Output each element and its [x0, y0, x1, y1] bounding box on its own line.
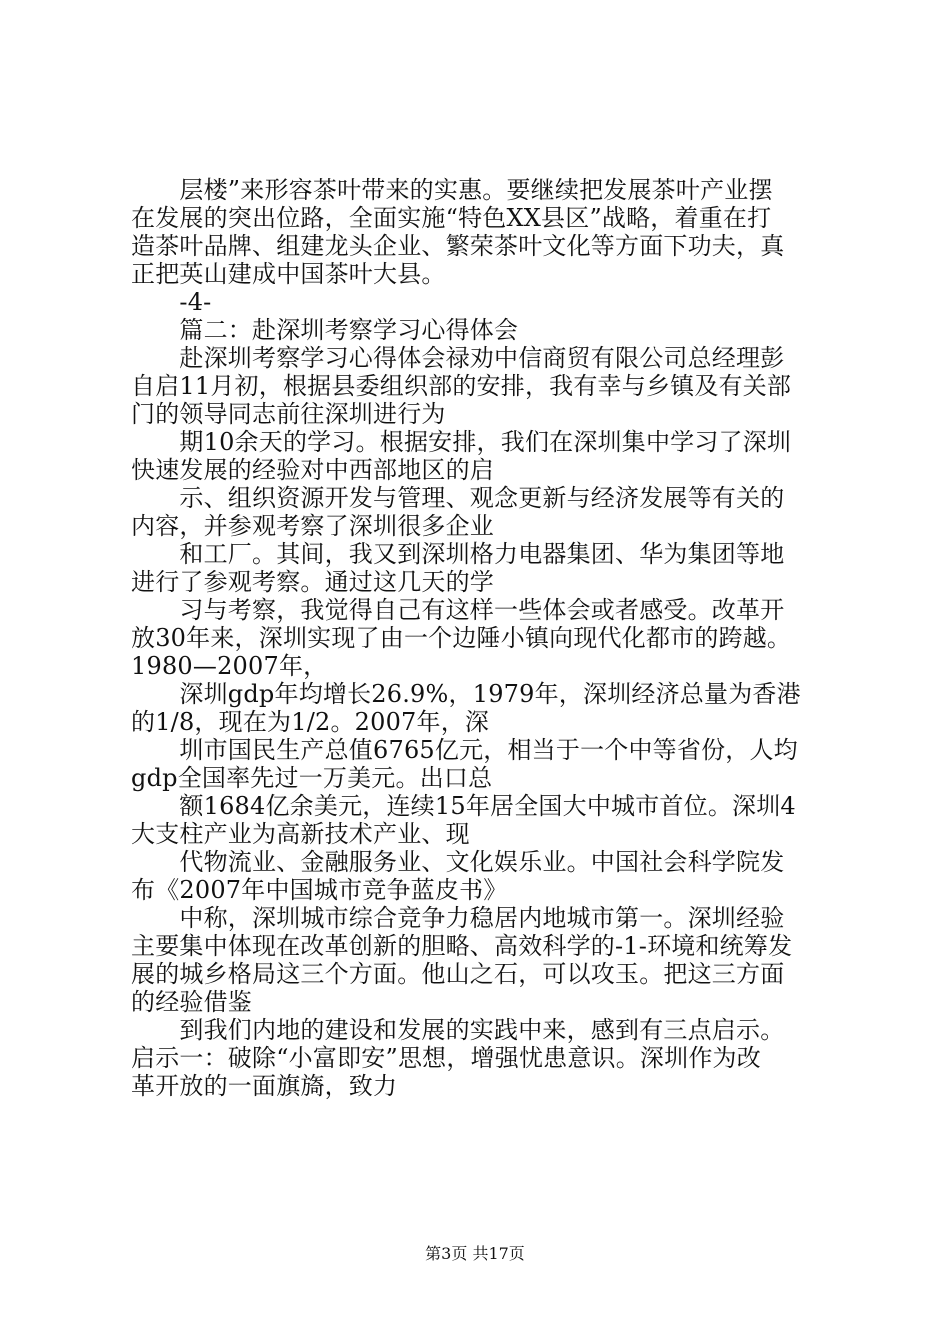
- text-line: 中称，深圳城市综合竞争力稳居内地城市第一。深圳经验: [131, 904, 785, 932]
- text-line: 放30年来，深圳实现了由一个边陲小镇向现代化都市的跨越。: [131, 624, 792, 652]
- text-line: 的经验借鉴: [131, 988, 252, 1016]
- page-marker-line: -4-: [131, 288, 212, 316]
- text-line: 的1/8，现在为1/2。2007年，深: [131, 708, 490, 736]
- text-line: 快速发展的经验对中西部地区的启: [131, 456, 494, 484]
- text-line: 正把英山建成中国茶叶大县。: [131, 260, 446, 288]
- text-line: 主要集中体现在改革创新的胆略、高效科学的-1-环境和统筹发: [131, 932, 793, 960]
- text-line: 期10余天的学习。根据安排，我们在深圳集中学习了深圳: [131, 428, 792, 456]
- text-line: 习与考察，我觉得自己有这样一些体会或者感受。改革开: [131, 596, 785, 624]
- text-line: 深圳gdp年均增长26.9%，1979年，深圳经济总量为香港: [131, 680, 801, 708]
- page-footer: 第3页 共17页: [425, 1244, 525, 1263]
- text-line: 自启11月初，根据县委组织部的安排，我有幸与乡镇及有关部: [131, 372, 792, 400]
- text-line: 层楼”来形容茶叶带来的实惠。要继续把发展茶叶产业摆: [131, 176, 773, 204]
- text-line: 门的领导同志前往深圳进行为: [131, 400, 446, 428]
- text-line: 和工厂。其间，我又到深圳格力电器集团、华为集团等地: [131, 540, 785, 568]
- text-line: 额1684亿余美元，连续15年居全国大中城市首位。深圳4: [131, 792, 796, 820]
- text-line: 革开放的一面旗旖，致力: [131, 1072, 398, 1100]
- text-line: 示、组织资源开发与管理、观念更新与经济发展等有关的: [131, 484, 785, 512]
- text-line: 代物流业、金融服务业、文化娱乐业。中国社会科学院发: [131, 848, 785, 876]
- text-line: 大支柱产业为高新技术产业、现: [131, 820, 470, 848]
- text-line: 展的城乡格局这三个方面。他山之石，可以攻玉。把这三方面: [131, 960, 785, 988]
- text-line: 在发展的突出位路，全面实施“特色XX县区”战略，着重在打: [131, 204, 772, 232]
- text-line: 启示一：破除“小富即安”思想，增强忧患意识。深圳作为改: [131, 1044, 761, 1072]
- section-heading: 篇二：赴深圳考察学习心得体会: [131, 316, 519, 344]
- text-line: 进行了参观考察。通过这几天的学: [131, 568, 494, 596]
- text-line: 造茶叶品牌、组建龙头企业、繁荣茶叶文化等方面下功夫，真: [131, 232, 785, 260]
- text-line: 布《2007年中国城市竞争蓝皮书》: [131, 876, 508, 904]
- text-line: 赴深圳考察学习心得体会禄劝中信商贸有限公司总经理彭: [131, 344, 785, 372]
- text-line: 到我们内地的建设和发展的实践中来，感到有三点启示。: [131, 1016, 785, 1044]
- text-line: 圳市国民生产总值6765亿元，相当于一个中等省份，人均: [131, 736, 798, 764]
- text-line: 1980—2007年，: [131, 652, 328, 680]
- document-body: [131, 176, 836, 1100]
- text-line: gdp全国率先过一万美元。出口总: [131, 764, 493, 792]
- text-line: 内容，并参观考察了深圳很多企业: [131, 512, 494, 540]
